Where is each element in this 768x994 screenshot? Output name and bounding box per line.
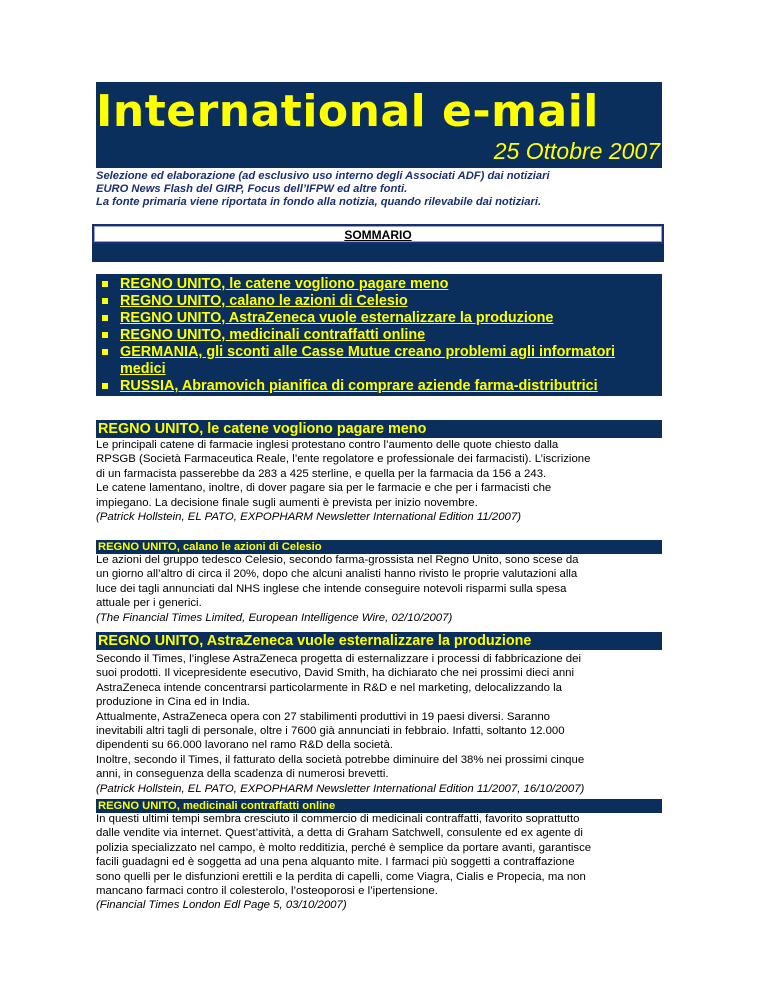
bullet-icon <box>102 281 108 287</box>
toc-link-5-continued[interactable]: medici <box>120 361 166 377</box>
article-heading: REGNO UNITO, le catene vogliono pagare meno <box>96 420 662 438</box>
article-body <box>96 553 662 625</box>
article-line: polizia specializzato nel campo, è molto redditizia, perché è semplice da portare avanti, garantisce <box>96 841 592 854</box>
toc-link-2[interactable]: REGNO UNITO, calano le azioni di Celesio <box>102 293 408 310</box>
bullet-icon <box>102 349 108 355</box>
article-source: (Patrick Hollstein, EL PATO, EXPOPHARM Newsletter International Edition 11/2007, 16/10/2007) <box>96 782 585 795</box>
article-line: produzione in Cina ed in India. <box>96 696 250 709</box>
bullet-icon <box>102 383 108 389</box>
article-line: Secondo il Times, l’inglese AstraZeneca progetta di esternalizzare i processi di fabbricazione dei <box>96 653 581 665</box>
sommario-bar <box>92 244 664 262</box>
intro-line: La fonte primaria viene riportata in fondo alla notizia, quando rilevabile dai notiziari. <box>96 196 542 208</box>
article-source: (Patrick Hollstein, EL PATO, EXPOPHARM Newsletter International Edition 11/2007) <box>96 511 522 524</box>
article-body <box>96 652 662 796</box>
newsletter-date: 25 Ottobre 2007 <box>493 138 660 164</box>
newsletter-title: International e-mail <box>96 86 599 137</box>
article-line: dipendenti su 66.000 lavorano nel ramo R&D della società. <box>96 739 393 752</box>
article-line: un giorno all’altro di circa il 20%, dopo che alcuni analisti hanno rivisto le proprie valutazioni alla <box>96 568 578 581</box>
article-body <box>96 812 662 913</box>
article-line: anni, in conseguenza della scadenza di numerosi brevetti. <box>96 768 389 781</box>
article-line: Le catene lamentano, inoltre, di dover pagare sia per le farmacie e che per i farmacisti che <box>96 482 552 495</box>
toc-link-5[interactable]: GERMANIA, gli sconti alle Casse Mutue creano problemi agli informatori <box>102 344 615 361</box>
article-line: di un farmacista passerebbe da 283 a 425 sterline, e quella per la farmacia da 156 a 243. <box>96 467 547 480</box>
article-line: suoi prodotti. Il vicepresidente esecutivo, David Smith, ha dichiarato che nei prossimi dieci anni <box>96 667 575 680</box>
article-heading: REGNO UNITO, AstraZeneca vuole esternalizzare la produzione <box>96 632 662 650</box>
intro-line: Selezione ed elaborazione (ad esclusivo uso interno degli Associati ADF) dai notiziari <box>96 170 550 182</box>
bullet-icon <box>102 332 108 338</box>
toc-link-3[interactable]: REGNO UNITO, AstraZeneca vuole esternalizzare la produzione <box>102 310 553 327</box>
sommario-label: SOMMARIO <box>344 228 412 242</box>
article-line: In questi ultimi tempi sembra cresciuto il commercio di medicinali contraffatti, favorito soprattutto <box>96 813 580 825</box>
article-line: impiegano. La decisione finale sugli aumenti è prevista per inizio novembre. <box>96 496 478 509</box>
intro-line: EURO News Flash del GIRP, Focus dell’IFPW ed altre fonti. <box>96 183 408 195</box>
article-body <box>96 438 662 524</box>
toc-link-1[interactable]: REGNO UNITO, le catene vogliono pagare meno <box>102 276 448 293</box>
toc-link-6[interactable]: RUSSIA, Abramovich pianifica di comprare aziende farma-distributrici <box>102 378 598 395</box>
toc-link-4[interactable]: REGNO UNITO, medicinali contraffatti online <box>102 327 425 344</box>
sommario-box <box>92 224 664 244</box>
article-line: AstraZeneca intende concentrarsi particolarmente in R&D e nel marketing, delocalizzando la <box>96 681 562 694</box>
intro-text <box>96 170 662 209</box>
article-line: Le azioni del gruppo tedesco Celesio, secondo farma-grossista nel Regno Unito, sono scese da <box>96 554 579 566</box>
table-of-contents <box>96 274 662 396</box>
article-heading: REGNO UNITO, calano le azioni di Celesio <box>96 540 662 554</box>
bullet-icon <box>102 315 108 321</box>
article-line: facili guadagni ed è soggetta ad una pena alquanto mite. I farmaci più soggetti a contraffazione <box>96 856 575 869</box>
header-banner <box>96 82 662 168</box>
bullet-icon <box>102 298 108 304</box>
article-line: Inoltre, secondo il Times, il fatturato della società potrebbe diminuire del 38% nei prossimi cinque <box>96 753 585 766</box>
article-source: (Financial Times London Edl Page 5, 03/10/2007) <box>96 899 347 912</box>
article-line: luce dei tagli annunciati dal NHS inglese che intende conseguire notevoli risparmi sulla spesa <box>96 582 567 595</box>
article-heading: REGNO UNITO, medicinali contraffatti online <box>96 799 662 813</box>
article-line: Attualmente, AstraZeneca opera con 27 stabilimenti produttivi in 19 paesi diversi. Saranno <box>96 710 550 723</box>
article-line: mancano farmaci contro il colesterolo, l’osteoporosi e l’ipertensione. <box>96 885 438 898</box>
article-line: sono quelli per le disfunzioni erettili e la perdita di capelli, come Viagra, Cialis e Propecia, ma non <box>96 870 586 883</box>
article-line: attuale per i generici. <box>96 597 202 610</box>
article-source: (The Financial Times Limited, European Intelligence Wire, 02/10/2007) <box>96 611 453 624</box>
article-line: dalle vendite via internet. Quest’attività, a detta di Graham Satchwell, consulente ed ex agente di <box>96 827 583 840</box>
article-line: Le principali catene di farmacie inglesi protestano contro l’aumento delle quote chiesto dalla <box>96 439 559 451</box>
article-line: inevitabili altri tagli di personale, oltre i 7600 già annunciati in febbraio. Infatti, soltanto 12.000 <box>96 725 565 738</box>
article-line: RPSGB (Società Farmaceutica Reale, l’ente regolatore e professionale dei farmacisti). L’iscrizione <box>96 453 591 466</box>
